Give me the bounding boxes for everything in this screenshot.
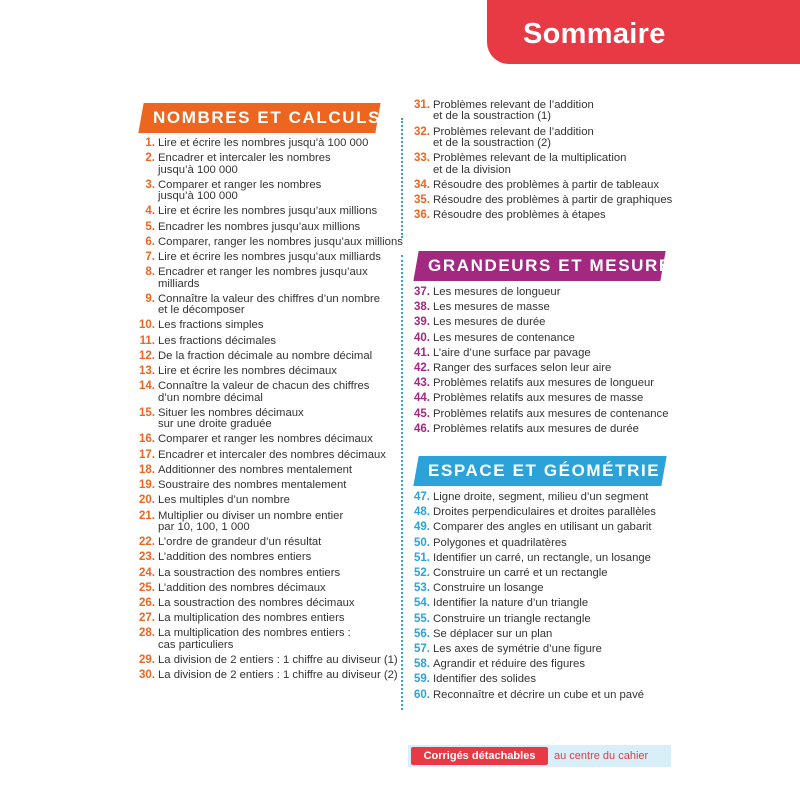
toc-item-label: La division de 2 entiers : 1 chiffre au diviseur (1) xyxy=(158,653,398,666)
toc-item-label: Additionner des nombres mentalement xyxy=(158,463,353,476)
toc-item xyxy=(120,537,390,548)
toc-item-number: 55. xyxy=(414,612,430,625)
toc-item xyxy=(120,381,390,404)
toc-item-label: Les mesures de contenance xyxy=(433,331,575,344)
toc-item xyxy=(395,553,685,564)
toc-item-number: 7. xyxy=(145,251,155,264)
toc-item xyxy=(120,583,390,594)
toc-list-grandeurs-et-mesures xyxy=(395,287,685,439)
toc-item xyxy=(395,492,685,503)
toc-item-label: Agrandir et réduire des figures xyxy=(433,658,585,671)
toc-item xyxy=(395,583,685,594)
toc-item xyxy=(120,366,390,377)
toc-item-number: 29. xyxy=(139,653,155,666)
toc-item xyxy=(395,507,685,518)
toc-item xyxy=(120,153,390,176)
toc-item xyxy=(120,180,390,203)
toc-item-number: 35. xyxy=(414,194,430,207)
toc-item-label: La division de 2 entiers : 1 chiffre au diviseur (2) xyxy=(158,669,398,682)
toc-item-number: 15. xyxy=(139,406,155,419)
toc-item-label: Problèmes relatifs aux mesures de masse xyxy=(433,392,644,405)
toc-item-number: 8. xyxy=(145,266,155,279)
toc-item-label: Problèmes relatifs aux mesures de longueur xyxy=(433,377,655,390)
toc-item-number: 4. xyxy=(145,205,155,218)
toc-item-label: Les mesures de durée xyxy=(433,316,546,329)
toc-item xyxy=(120,450,390,461)
toc-item-number: 28. xyxy=(139,627,155,640)
toc-item-label: Comparer et ranger les nombres décimaux xyxy=(158,433,373,446)
toc-item-label: jusqu’à 100 000 xyxy=(158,163,238,176)
toc-item-number: 3. xyxy=(145,178,155,191)
toc-item xyxy=(395,333,685,344)
toc-item-number: 47. xyxy=(414,491,430,503)
toc-item-label: Connaître la valeur des chiffres d’un nombre xyxy=(158,292,381,305)
toc-item-label: L’addition des nombres décimaux xyxy=(158,581,326,594)
toc-item-label: Problèmes relevant de l’addition xyxy=(433,125,594,138)
toc-item-label: Se déplacer sur un plan xyxy=(433,627,553,640)
toc-item-label: La multiplication des nombres entiers xyxy=(158,612,345,625)
toc-item-label: et le décomposer xyxy=(158,304,245,317)
toc-item xyxy=(395,690,685,701)
toc-item-number: 50. xyxy=(414,536,430,549)
toc-item xyxy=(120,434,390,445)
toc-item-label: Les axes de symétrie d’une figure xyxy=(433,643,602,656)
toc-item-number: 33. xyxy=(414,152,430,165)
toc-item xyxy=(120,222,390,233)
toc-item-label: d’un nombre décimal xyxy=(158,391,263,404)
toc-item-number: 5. xyxy=(145,220,155,233)
toc-item xyxy=(120,480,390,491)
toc-item-label: Problèmes relatifs aux mesures de contenance xyxy=(433,407,669,420)
toc-item-label: L’addition des nombres entiers xyxy=(158,551,312,564)
toc-item xyxy=(395,302,685,313)
toc-item-label: sur une droite graduée xyxy=(158,418,272,431)
toc-item xyxy=(395,348,685,359)
toc-item xyxy=(395,598,685,609)
toc-item-number: 58. xyxy=(414,658,430,671)
toc-item xyxy=(395,287,685,298)
toc-item-number: 24. xyxy=(139,566,155,579)
toc-item-number: 56. xyxy=(414,627,430,640)
toc-item-number: 12. xyxy=(139,349,155,362)
toc-item-number: 32. xyxy=(414,125,430,138)
toc-item-label: Résoudre des problèmes à partir de graphiques xyxy=(433,194,673,207)
toc-item-label: Ranger des surfaces selon leur aire xyxy=(433,362,612,375)
toc-item-number: 54. xyxy=(414,597,430,610)
toc-item xyxy=(120,669,398,682)
toc-item-label: Construire un triangle rectangle xyxy=(433,612,591,625)
toc-item-label: La soustraction des nombres entiers xyxy=(158,566,341,579)
toc-item-number: 31. xyxy=(414,99,430,111)
toc-item-label: Identifier la nature d’un triangle xyxy=(433,597,589,610)
toc-item-number: 27. xyxy=(139,612,155,625)
toc-item xyxy=(120,511,390,534)
toc-item xyxy=(120,598,390,609)
toc-item-label: Lire et écrire les nombres jusqu’à 100 000 xyxy=(158,137,369,149)
toc-item-number: 52. xyxy=(414,567,430,580)
corriges-badge: Corrigés détachables xyxy=(411,747,548,765)
toc-item-number: 41. xyxy=(414,346,430,359)
toc-item xyxy=(395,629,685,640)
toc-item-number: 22. xyxy=(139,536,155,549)
toc-item xyxy=(120,495,390,506)
toc-item-label: Les mesures de longueur xyxy=(433,286,561,298)
toc-item-number: 57. xyxy=(414,643,430,656)
toc-item-label: Construire un losange xyxy=(433,582,544,595)
toc-item xyxy=(120,552,390,563)
toc-item xyxy=(395,317,685,328)
toc-item-number: 36. xyxy=(414,209,430,222)
toc-list-nombres-et-calculs-part1 xyxy=(120,137,403,685)
toc-item xyxy=(120,336,390,347)
section-banner-espace-et-geometrie: ESPACE ET GÉOMÉTRIE xyxy=(413,456,666,486)
toc-item-label: Identifier un carré, un rectangle, un losange xyxy=(433,551,651,564)
toc-item-number: 42. xyxy=(414,362,430,375)
toc-item-number: 11. xyxy=(139,334,155,347)
toc-item xyxy=(120,138,390,149)
toc-item-label: La soustraction des nombres décimaux xyxy=(158,596,355,609)
toc-item-label: L’aire d’une surface par pavage xyxy=(433,346,591,359)
toc-item xyxy=(395,127,685,150)
toc-item-number: 19. xyxy=(139,479,155,492)
toc-item xyxy=(120,408,390,431)
toc-item-label: Construire un carré et un rectangle xyxy=(433,567,608,580)
toc-item xyxy=(120,320,390,331)
toc-item-label: Lire et écrire les nombres décimaux xyxy=(158,365,337,378)
toc-item-number: 48. xyxy=(414,506,430,519)
footer-note: au centre du cahier xyxy=(554,750,649,762)
toc-item-label: Reconnaître et décrire un cube et un pavé xyxy=(433,688,645,701)
page-title: Sommaire xyxy=(523,18,666,50)
toc-item xyxy=(395,538,685,549)
toc-item-number: 2. xyxy=(145,152,155,165)
toc-item xyxy=(395,409,685,420)
toc-item-label: De la fraction décimale au nombre décimal xyxy=(158,349,373,362)
toc-item-number: 9. xyxy=(145,292,155,305)
toc-item-number: 60. xyxy=(414,688,430,701)
toc-item-number: 1. xyxy=(145,137,155,149)
toc-item-label: Problèmes relevant de l’addition xyxy=(433,99,594,111)
toc-item-number: 21. xyxy=(139,509,155,522)
toc-item-label: Lire et écrire les nombres jusqu’aux milliards xyxy=(158,251,381,264)
toc-item-label: Lire et écrire les nombres jusqu’aux millions xyxy=(158,205,378,218)
toc-item-number: 23. xyxy=(139,551,155,564)
toc-item-number: 37. xyxy=(414,286,430,298)
toc-item-label: Connaître la valeur de chacun des chiffres xyxy=(158,380,370,393)
toc-item-number: 34. xyxy=(414,178,430,191)
toc-item-number: 51. xyxy=(414,551,430,564)
toc-item-label: Problèmes relatifs aux mesures de durée xyxy=(433,422,639,435)
toc-item-number: 13. xyxy=(139,365,155,378)
toc-item-number: 25. xyxy=(139,581,155,594)
toc-item-label: Situer les nombres décimaux xyxy=(158,406,304,419)
toc-item xyxy=(395,378,685,389)
toc-item-number: 53. xyxy=(414,582,430,595)
toc-item xyxy=(395,614,685,625)
toc-item-label: L’ordre de grandeur d’un résultat xyxy=(158,536,322,549)
toc-item-label: Identifier des solides xyxy=(433,673,536,686)
toc-list-nombres-et-calculs-part2 xyxy=(395,100,685,225)
toc-item-label: Droites perpendiculaires et droites parallèles xyxy=(433,506,656,519)
toc-item xyxy=(120,294,390,317)
toc-item-number: 46. xyxy=(414,422,430,435)
toc-item-label: Comparer des angles en utilisant un gabarit xyxy=(433,521,652,534)
section-banner-nombres-et-calculs: NOMBRES ET CALCULS xyxy=(138,103,380,133)
toc-item xyxy=(395,522,685,533)
toc-item-number: 10. xyxy=(139,319,155,332)
toc-item-label: Les fractions décimales xyxy=(158,334,277,347)
section-banner-grandeurs-et-mesures: GRANDEURS ET MESURES xyxy=(413,251,665,281)
toc-item-label: et de la soustraction (2) xyxy=(433,137,552,150)
toc-item xyxy=(395,195,685,206)
toc-item-label: Encadrer et ranger les nombres jusqu’aux xyxy=(158,266,368,279)
toc-item xyxy=(395,659,685,670)
toc-item-label: cas particuliers xyxy=(158,638,234,651)
toc-list-espace-et-geometrie xyxy=(395,492,685,705)
toc-item xyxy=(120,252,390,263)
toc-item xyxy=(395,644,685,655)
toc-item xyxy=(395,424,685,435)
toc-item-number: 44. xyxy=(414,392,430,405)
toc-item-number: 49. xyxy=(414,521,430,534)
toc-item-label: Ligne droite, segment, milieu d’un segment xyxy=(433,491,649,503)
toc-item xyxy=(120,613,390,624)
toc-item xyxy=(120,628,390,651)
toc-item-label: Comparer, ranger les nombres jusqu’aux millions xyxy=(158,235,403,248)
toc-item-label: Résoudre des problèmes à partir de tableaux xyxy=(433,178,660,191)
toc-item xyxy=(120,568,390,579)
toc-item-number: 14. xyxy=(139,380,155,393)
toc-item-label: Soustraire des nombres mentalement xyxy=(158,479,347,492)
toc-item xyxy=(395,153,685,176)
toc-item-label: Les multiples d’un nombre xyxy=(158,494,290,507)
toc-item-number: 16. xyxy=(139,433,155,446)
toc-item xyxy=(395,674,685,685)
toc-item xyxy=(395,363,685,374)
toc-item-label: jusqu’à 100 000 xyxy=(158,190,238,203)
toc-item-label: et de la soustraction (1) xyxy=(433,110,552,123)
toc-item-number: 39. xyxy=(414,316,430,329)
toc-item xyxy=(120,267,390,290)
toc-item-label: Comparer et ranger les nombres xyxy=(158,178,322,191)
toc-item-label: Encadrer et intercaler les nombres xyxy=(158,152,331,165)
toc-item-number: 40. xyxy=(414,331,430,344)
toc-item-label: et de la division xyxy=(433,163,511,176)
toc-item-label: Encadrer les nombres jusqu’aux millions xyxy=(158,220,361,233)
toc-item-label: par 10, 100, 1 000 xyxy=(158,520,250,533)
toc-item-label: Les mesures de masse xyxy=(433,301,550,314)
toc-item-label: milliards xyxy=(158,277,200,290)
toc-item-label: Multiplier ou diviser un nombre entier xyxy=(158,509,344,522)
toc-item xyxy=(120,653,398,666)
toc-item xyxy=(120,465,390,476)
toc-item-number: 17. xyxy=(139,448,155,461)
toc-item xyxy=(395,568,685,579)
toc-item-number: 18. xyxy=(139,463,155,476)
toc-item-number: 20. xyxy=(139,494,155,507)
toc-item-number: 26. xyxy=(139,596,155,609)
toc-item-label: Les fractions simples xyxy=(158,319,264,332)
toc-item xyxy=(120,206,390,217)
toc-item xyxy=(120,235,403,248)
toc-item-label: Problèmes relevant de la multiplication xyxy=(433,152,627,165)
toc-item-number: 6. xyxy=(145,235,155,248)
toc-item xyxy=(395,180,685,191)
toc-item-label: La multiplication des nombres entiers : xyxy=(158,627,351,640)
toc-item xyxy=(395,210,685,221)
toc-item xyxy=(395,100,685,123)
toc-item-label: Résoudre des problèmes à étapes xyxy=(433,209,606,222)
toc-item xyxy=(120,351,390,362)
toc-item-label: Encadrer et intercaler des nombres décimaux xyxy=(158,448,386,461)
toc-item-number: 43. xyxy=(414,377,430,390)
toc-item xyxy=(395,393,685,404)
toc-item-number: 59. xyxy=(414,673,430,686)
toc-item-label: Polygones et quadrilatères xyxy=(433,536,567,549)
toc-item-number: 30. xyxy=(139,669,155,682)
toc-item-number: 38. xyxy=(414,301,430,314)
toc-item-number: 45. xyxy=(414,407,430,420)
